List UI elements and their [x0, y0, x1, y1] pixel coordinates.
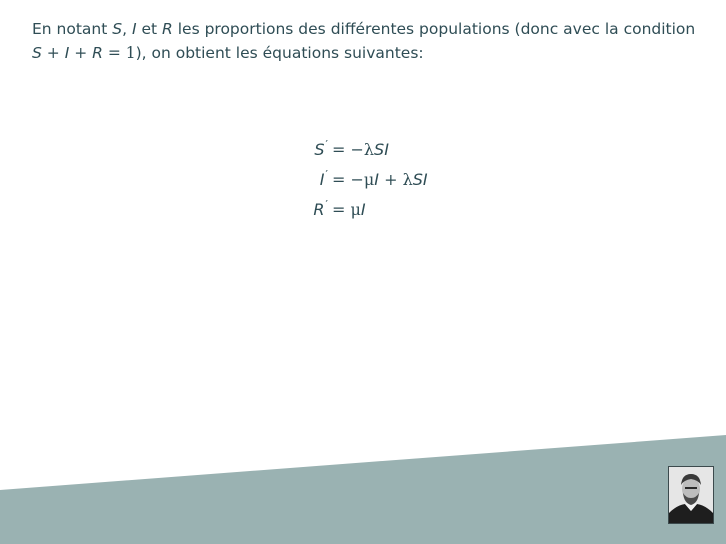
cond-i: I [64, 44, 70, 62]
equation-rhs [332, 165, 496, 195]
cond-equals-one: = 1 [102, 44, 136, 62]
band-shape [0, 435, 726, 544]
rhs-var: I [374, 170, 380, 189]
rhs-mid: + λ [379, 170, 413, 189]
equation-system [296, 130, 496, 220]
prime-mark: ′ [325, 138, 328, 151]
rhs-var: SI [374, 140, 389, 159]
cond-plus-2: + [69, 44, 93, 62]
cond-s: S [32, 44, 42, 62]
var-r: R [162, 20, 173, 38]
rhs-prefix: = μ [332, 200, 361, 219]
intro-paragraph [32, 17, 702, 65]
cond-r: R [92, 44, 103, 62]
prime-mark: ′ [325, 168, 328, 181]
rhs-var: I [360, 200, 366, 219]
lhs-var: R [313, 200, 325, 219]
lhs-var: I [319, 170, 325, 189]
equation-i [296, 160, 496, 190]
intro-text-2: les proportions des différentes populations (donc avec la condition [172, 20, 696, 38]
portrait-eyes [685, 487, 697, 489]
equation-rhs [332, 135, 496, 165]
equation-rhs [332, 195, 496, 225]
equation-s [296, 130, 496, 160]
portrait-icon [669, 467, 713, 523]
var-s: S [112, 20, 123, 38]
cond-plus-1: + [41, 44, 65, 62]
var-i: I [131, 20, 137, 38]
equation-lhs [296, 190, 332, 225]
intro-text-3: ), on obtient les équations suivantes: [135, 44, 424, 62]
lhs-var: S [314, 140, 325, 159]
intro-text-1: En notant [32, 20, 113, 38]
rhs-prefix: = −μ [332, 170, 375, 189]
rhs-var-2: SI [412, 170, 428, 189]
equation-r [296, 190, 496, 220]
rhs-prefix: = −λ [332, 140, 375, 159]
prime-mark: ′ [325, 198, 328, 211]
comma: , [122, 20, 132, 38]
conj-et: et [136, 20, 163, 38]
portrait-photo [668, 466, 714, 524]
